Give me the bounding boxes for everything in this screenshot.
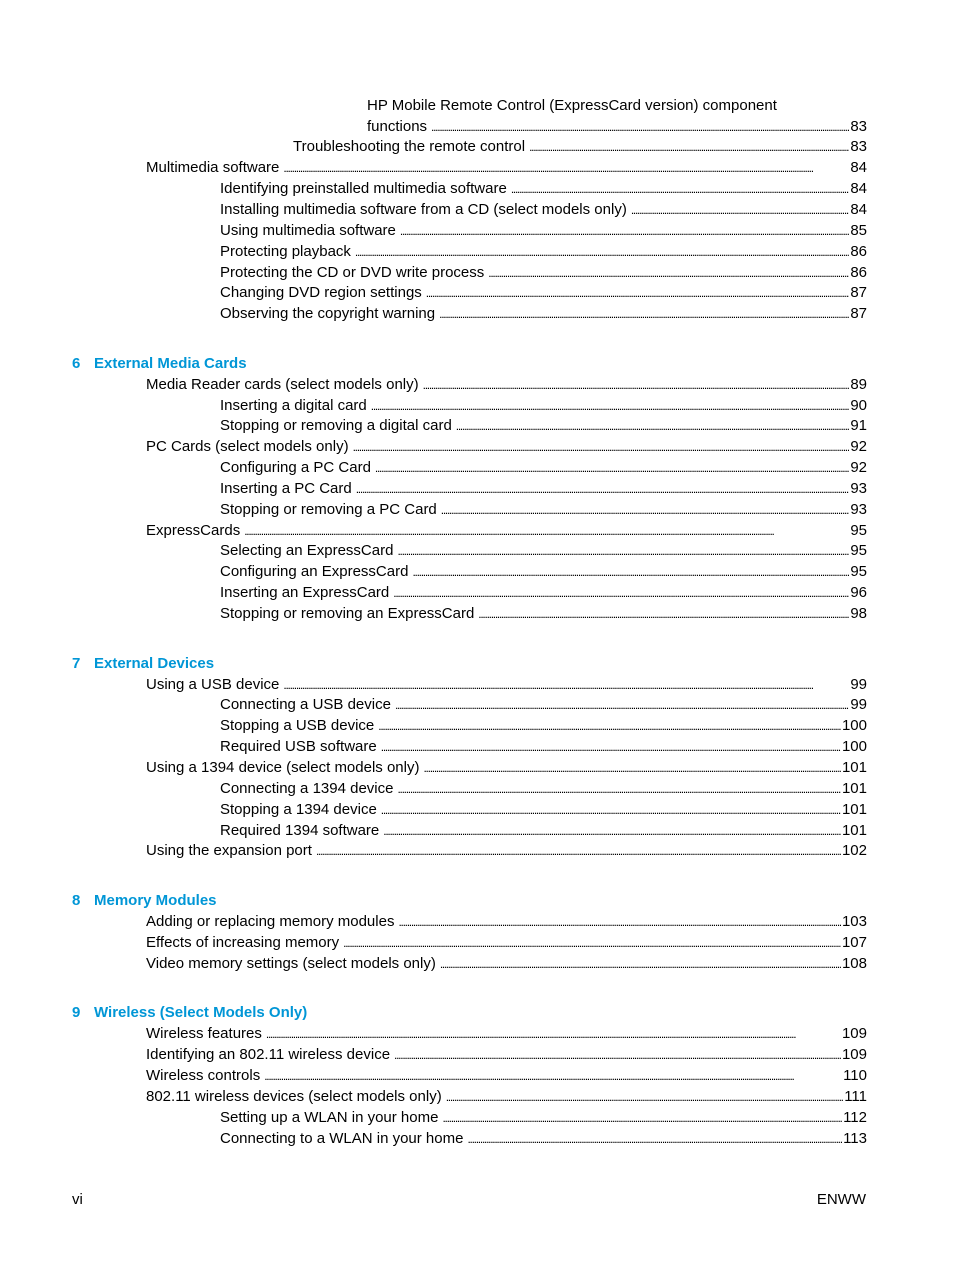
toc-entry-title: Multimedia software <box>146 159 280 176</box>
toc-entry[interactable] <box>220 478 867 499</box>
toc-entry-page: 101 <box>841 780 867 797</box>
chapter-heading[interactable] <box>72 890 217 911</box>
toc-entry[interactable] <box>146 520 867 541</box>
chapter-number: 9 <box>72 1004 81 1021</box>
toc-entry-title: functions <box>367 118 428 135</box>
toc-entry-title: Configuring a PC Card <box>220 459 371 476</box>
dot-leader <box>488 262 849 284</box>
toc-entry[interactable] <box>146 1086 867 1107</box>
toc-entry-page: 100 <box>841 738 867 755</box>
toc-entry-page: 87 <box>850 305 867 322</box>
toc-entry-title: Configuring an ExpressCard <box>220 563 409 580</box>
dot-leader <box>355 241 849 263</box>
toc-entry[interactable] <box>146 674 867 695</box>
toc-entry-page: 99 <box>850 696 867 713</box>
dot-leader <box>244 520 849 542</box>
toc-entry-page: 85 <box>850 222 867 239</box>
toc-entry-title: Video memory settings (select models only) <box>146 955 436 972</box>
dot-leader <box>393 582 849 604</box>
toc-entry-line: HP Mobile Remote Control (ExpressCard version) component <box>367 97 777 114</box>
toc-entry[interactable] <box>146 953 867 974</box>
toc-entry-title: Inserting a digital card <box>220 397 367 414</box>
toc-entry[interactable] <box>220 415 867 436</box>
toc-entry-title: Troubleshooting the remote control <box>293 138 526 155</box>
toc-entry[interactable] <box>220 799 867 820</box>
toc-entry[interactable] <box>220 241 867 262</box>
toc-entry-page: 109 <box>841 1025 867 1042</box>
toc-entry[interactable] <box>146 840 867 861</box>
toc-entry-title: Inserting a PC Card <box>220 480 352 497</box>
dot-leader <box>397 540 849 562</box>
dot-leader <box>264 1065 842 1087</box>
toc-entry[interactable] <box>220 395 867 416</box>
toc-entry[interactable] <box>220 694 867 715</box>
chapter-number: 7 <box>72 655 81 672</box>
dot-leader <box>283 157 849 179</box>
toc-entry-title: Using a USB device <box>146 676 280 693</box>
toc-entry-page: 101 <box>841 801 867 818</box>
toc-entry[interactable] <box>293 136 867 157</box>
toc-entry[interactable] <box>220 561 867 582</box>
dot-leader <box>467 1128 842 1150</box>
chapter-heading[interactable] <box>72 353 247 374</box>
toc-entry-title: Connecting a 1394 device <box>220 780 394 797</box>
toc-entry-page: 93 <box>850 480 867 497</box>
toc-entry-page: 95 <box>850 522 867 539</box>
toc-entry-title: Observing the copyright warning <box>220 305 436 322</box>
toc-entry-title: Stopping a USB device <box>220 717 375 734</box>
toc-entry-title: Identifying preinstalled multimedia software <box>220 180 507 197</box>
dot-leader <box>398 911 841 933</box>
toc-entry-title: Protecting the CD or DVD write process <box>220 264 485 281</box>
dot-leader <box>446 1086 844 1108</box>
toc-entry-title: Required 1394 software <box>220 822 380 839</box>
toc-entry-title: Effects of increasing memory <box>146 934 340 951</box>
toc-entry[interactable] <box>220 457 867 478</box>
toc-entry-page: 101 <box>841 759 867 776</box>
toc-entry-title: PC Cards (select models only) <box>146 438 349 455</box>
dot-leader <box>400 220 849 242</box>
toc-entry-page: 109 <box>841 1046 867 1063</box>
dot-leader <box>397 778 841 800</box>
chapter-number: 6 <box>72 355 81 372</box>
toc-entry[interactable] <box>220 262 867 283</box>
toc-entry-page: 92 <box>850 438 867 455</box>
toc-entry-page: 95 <box>850 563 867 580</box>
toc-entry[interactable] <box>220 1128 867 1149</box>
toc-entry-title: Protecting playback <box>220 243 351 260</box>
toc-entry-page: 84 <box>850 180 867 197</box>
dot-leader <box>440 953 841 975</box>
chapter-heading[interactable] <box>72 653 214 674</box>
dot-leader <box>426 282 850 304</box>
toc-entry-title: Stopping or removing an ExpressCard <box>220 605 475 622</box>
dot-leader <box>343 932 841 954</box>
chapter-heading[interactable] <box>72 1002 307 1023</box>
toc-entry-page: 108 <box>841 955 867 972</box>
toc-entry-title: Wireless controls <box>146 1067 261 1084</box>
chapter-number: 8 <box>72 892 81 909</box>
toc-entry-page: 91 <box>850 417 867 434</box>
dot-leader <box>383 820 841 842</box>
dot-leader <box>371 395 850 417</box>
toc-entry-title: Stopping a 1394 device <box>220 801 377 818</box>
toc-entry[interactable] <box>146 436 867 457</box>
toc-entry-title: Using multimedia software <box>220 222 396 239</box>
dot-leader <box>439 303 849 325</box>
toc-entry-title: Identifying an 802.11 wireless device <box>146 1046 391 1063</box>
toc-entry-title: Inserting an ExpressCard <box>220 584 390 601</box>
dot-leader <box>394 1044 841 1066</box>
toc-entry[interactable] <box>220 220 867 241</box>
page-number: vi <box>72 1191 83 1208</box>
toc-entry-page: 90 <box>850 397 867 414</box>
toc-entry-page: 92 <box>850 459 867 476</box>
toc-entry[interactable] <box>220 715 867 736</box>
toc-entry-title: Connecting a USB device <box>220 696 391 713</box>
toc-entry[interactable] <box>146 374 867 395</box>
toc-entry-title: ExpressCards <box>146 522 241 539</box>
dot-leader <box>316 840 841 862</box>
toc-entry-page: 102 <box>841 842 867 859</box>
toc-entry-page: 83 <box>850 138 867 155</box>
toc-entry[interactable] <box>220 499 867 520</box>
toc-entry[interactable] <box>220 303 867 324</box>
toc-entry-page: 103 <box>841 913 867 930</box>
toc-entry-page: 96 <box>850 584 867 601</box>
toc-entry-page: 84 <box>850 159 867 176</box>
toc-entry[interactable] <box>220 603 867 624</box>
toc-entry[interactable] <box>220 199 867 220</box>
toc-entry[interactable] <box>220 282 867 303</box>
dot-leader <box>431 116 849 138</box>
toc-entry-title: Using a 1394 device (select models only) <box>146 759 420 776</box>
toc-entry-page: 89 <box>850 376 867 393</box>
toc-entry[interactable] <box>146 911 867 932</box>
dot-leader <box>423 374 850 396</box>
dot-leader <box>378 715 841 737</box>
toc-entry[interactable] <box>146 757 867 778</box>
dot-leader <box>423 757 840 779</box>
toc-entry[interactable] <box>220 178 867 199</box>
toc-entry-title: Adding or replacing memory modules <box>146 913 395 930</box>
toc-entry-page: 99 <box>850 676 867 693</box>
toc-entry-page: 98 <box>850 605 867 622</box>
chapter-title: Memory Modules <box>94 892 217 909</box>
toc-entry[interactable] <box>146 1065 867 1086</box>
toc-entry[interactable] <box>146 932 867 953</box>
dot-leader <box>356 478 850 500</box>
toc-entry[interactable] <box>220 540 867 561</box>
toc-entry-title: Using the expansion port <box>146 842 312 859</box>
dot-leader <box>441 499 850 521</box>
toc-entry-page: 93 <box>850 501 867 518</box>
toc-entry-page: 107 <box>841 934 867 951</box>
dot-leader <box>266 1023 841 1045</box>
toc-entry[interactable] <box>146 1023 867 1044</box>
dot-leader <box>456 415 850 437</box>
dot-leader <box>381 736 841 758</box>
toc-entry[interactable] <box>146 157 867 178</box>
chapter-title: Wireless (Select Models Only) <box>94 1004 308 1021</box>
footer-label: ENWW <box>816 1191 866 1208</box>
dot-leader <box>442 1107 842 1129</box>
dot-leader <box>511 178 850 200</box>
toc-entry-page: 101 <box>841 822 867 839</box>
toc-entry-title: 802.11 wireless devices (select models only) <box>146 1088 442 1105</box>
toc-entry-title: Wireless features <box>146 1025 262 1042</box>
toc-entry-title: Stopping or removing a PC Card <box>220 501 437 518</box>
dot-leader <box>381 799 841 821</box>
toc-entry-page: 86 <box>850 243 867 260</box>
dot-leader <box>478 603 849 625</box>
chapter-title: External Media Cards <box>94 355 247 372</box>
toc-entry-page: 112 <box>843 1109 867 1126</box>
toc-entry-page: 95 <box>850 542 867 559</box>
toc-entry-title: Required USB software <box>220 738 377 755</box>
toc-entry-page: 83 <box>850 118 867 135</box>
dot-leader <box>412 561 849 583</box>
toc-entry-title: Selecting an ExpressCard <box>220 542 394 559</box>
toc-entry[interactable] <box>220 736 867 757</box>
toc-entry-title: Connecting to a WLAN in your home <box>220 1130 464 1147</box>
toc-entry-title: Stopping or removing a digital card <box>220 417 452 434</box>
dot-leader <box>395 694 849 716</box>
toc-entry[interactable] <box>146 1044 867 1065</box>
toc-entry[interactable] <box>367 116 867 137</box>
toc-entry-title: Installing multimedia software from a CD (select models only) <box>220 201 627 218</box>
toc-entry-title: Setting up a WLAN in your home <box>220 1109 439 1126</box>
toc-entry[interactable] <box>220 778 867 799</box>
toc-entry[interactable] <box>220 582 867 603</box>
toc-entry-page: 86 <box>850 264 867 281</box>
toc-entry-page: 110 <box>843 1067 867 1084</box>
dot-leader <box>353 436 850 458</box>
chapter-title: External Devices <box>94 655 215 672</box>
toc-entry-page: 87 <box>850 284 867 301</box>
toc-entry-page: 100 <box>841 717 867 734</box>
toc-entry-page: 111 <box>844 1088 867 1105</box>
dot-leader <box>375 457 849 479</box>
toc-entry-page: 84 <box>850 201 867 218</box>
toc-entry-page: 113 <box>843 1130 867 1147</box>
dot-leader <box>283 674 849 696</box>
dot-leader <box>631 199 850 221</box>
dot-leader <box>529 136 849 158</box>
toc-entry-title: Media Reader cards (select models only) <box>146 376 419 393</box>
toc-entry[interactable] <box>220 820 867 841</box>
toc-entry-title: Changing DVD region settings <box>220 284 422 301</box>
toc-entry[interactable] <box>220 1107 867 1128</box>
